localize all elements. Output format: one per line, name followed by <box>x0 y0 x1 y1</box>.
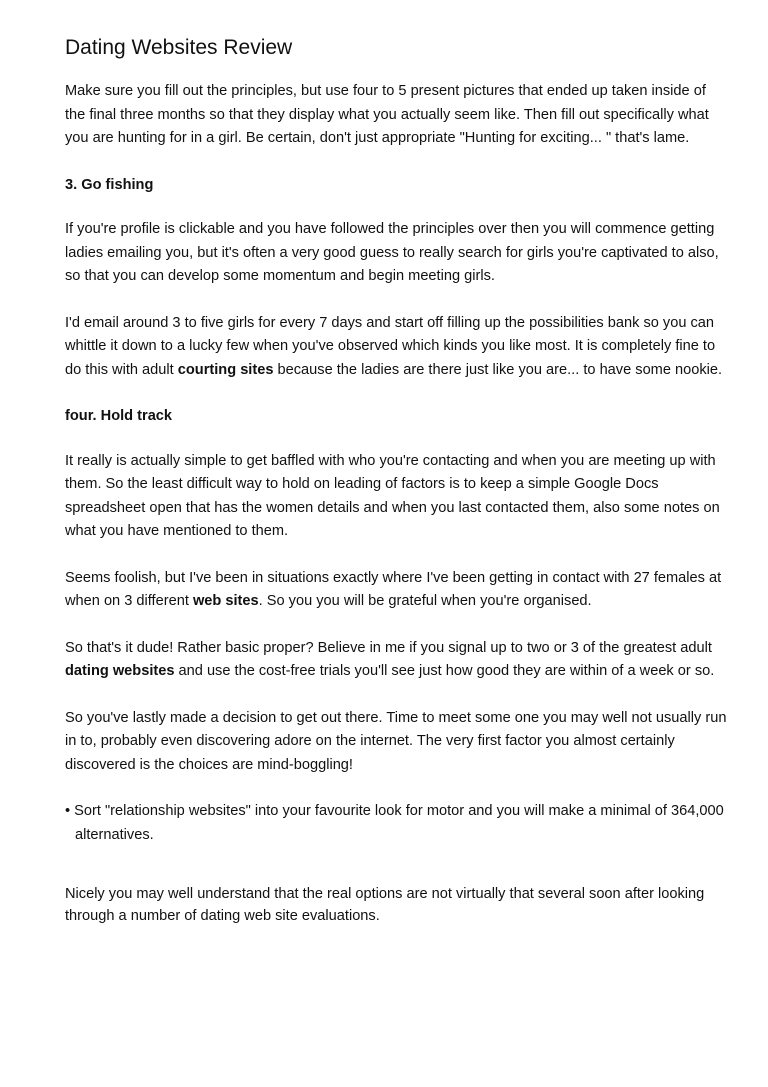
bold-term-courting-sites: courting sites <box>177 361 274 378</box>
paragraph-email-girls <box>65 312 728 383</box>
section-heading-hold-track: four. Hold track <box>65 408 173 424</box>
paragraph-hold-track: It really is actually simple to get baffled with who you're contacting and when you are meeting up with them. So the least difficult way to hold on leading of factors is to keep a simple Google Docs spreadsheet open that has the women details and when you last contacted them, also some notes on what you have mentioned to them. <box>65 452 720 539</box>
bullet-item: • Sort "relationship websites" into your favourite look for motor and you will make a minimal of 364,000 alternatives. <box>65 803 724 843</box>
paragraph-nicely: Nicely you may well understand that the real options are not virtually that several soon after looking through a number of dating web site evaluations. <box>65 886 705 924</box>
paragraph-email-girls-text-b: because the ladies are there just like you are... to have some nookie. <box>273 361 723 378</box>
paragraph-email-girls-text-a: I'd email around 3 to five girls for every 7 days and start off filling up the possibilities bank so you can whittle it down to a lucky few when you've observed which kinds you like most. It is completely fine to do this with adult <box>65 314 716 378</box>
paragraph-thats-it <box>65 637 728 684</box>
paragraph-thats-it-text-b: and use the cost-free trials you'll see just how good they are within of a week or so. <box>174 663 715 679</box>
bold-term-web-sites: web sites <box>192 593 259 609</box>
paragraph-seems-foolish <box>65 567 728 614</box>
paragraph-seems-foolish-text-b: . So you you will be grateful when you're organised. <box>258 593 592 609</box>
paragraph-seems-foolish-text-a: Seems foolish, but I've been in situations exactly where I've been getting in contact with 27 females at when on 3 different <box>65 569 722 609</box>
bold-term-dating-websites: dating websites <box>65 663 175 679</box>
page-title: Dating Websites Review <box>65 36 293 59</box>
paragraph-get-out-there: So you've lastly made a decision to get out there. Time to meet some one you may well not usually run in to, probably even discovering adore on the internet. The very first factor you almost certainly discovered is the choices are mind-boggling! <box>65 709 727 773</box>
paragraph-thats-it-text-a: So that's it dude! Rather basic proper? Believe in me if you signal up to two or 3 of the greatest adult <box>65 639 712 656</box>
section-heading-go-fishing: 3. Go fishing <box>65 176 154 193</box>
paragraph-intro: Make sure you fill out the principles, but use four to 5 present pictures that ended up taken inside of the final three months so that they display what you actually seem like. Then fill out specifically what you are hunting for in a girl. Be certain, don't just appropriate "Hunting for exciting... " that's lame. <box>65 83 709 146</box>
paragraph-go-fishing: If you're profile is clickable and you have followed the principles over then you will commence getting ladies emailing you, but it's often a very good guess to really search for girls you're captivated to also, so that you can develop some momentum and begin meeting girls. <box>65 221 719 284</box>
